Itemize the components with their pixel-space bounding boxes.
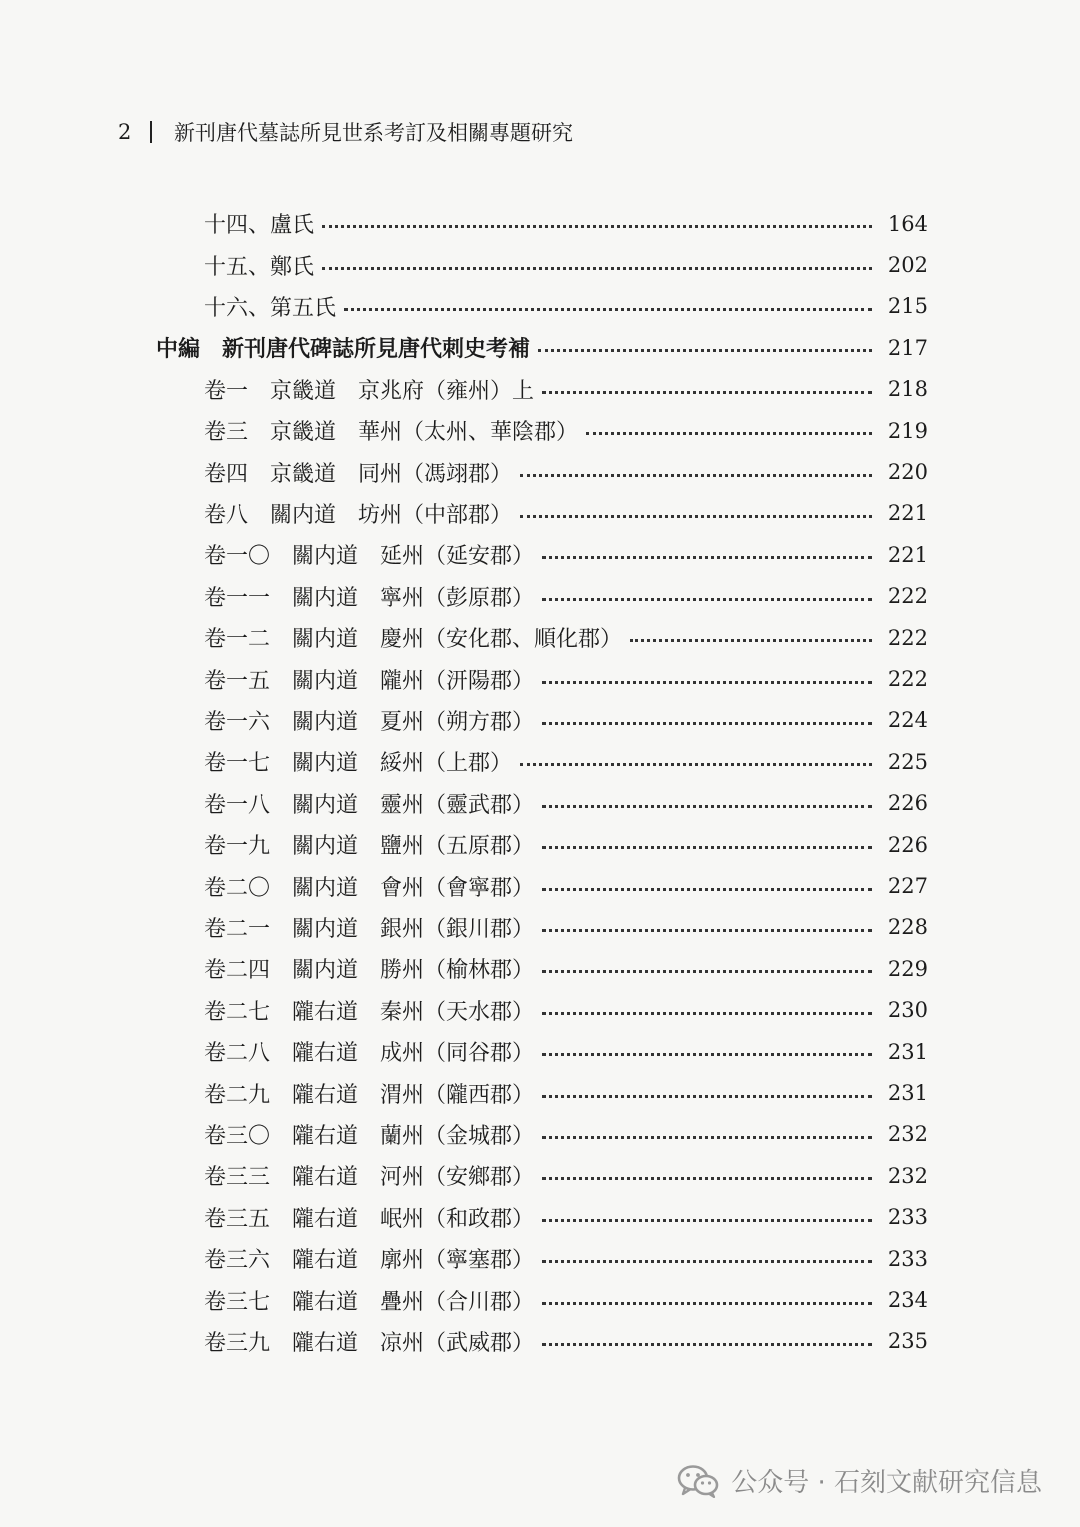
dot-leader — [520, 515, 872, 518]
toc-entry-page: 225 — [887, 749, 928, 774]
toc-entry — [0, 1031, 928, 1072]
dot-leader — [542, 1343, 872, 1346]
toc-entry-label: 卷二〇 關内道 會州（會寧郡） — [204, 875, 535, 901]
toc-entry-page: 224 — [887, 708, 928, 733]
dot-leader — [542, 970, 872, 973]
toc-entry-label: 卷二九 隴右道 渭州（隴西郡） — [204, 1082, 535, 1108]
dot-leader — [542, 1177, 872, 1180]
page-number: 2 — [118, 120, 132, 144]
toc-entry — [0, 1114, 928, 1155]
toc-entry — [0, 369, 928, 410]
toc-entry-page: 164 — [887, 211, 928, 236]
watermark — [677, 1462, 1042, 1499]
toc-entry — [0, 451, 928, 492]
dot-leader — [542, 1260, 872, 1263]
toc-entry-label: 卷一〇 關内道 延州（延安郡） — [204, 544, 535, 570]
toc-entry-page: 232 — [887, 1122, 928, 1147]
toc-entry-page: 233 — [887, 1205, 928, 1230]
toc-entry — [0, 865, 928, 906]
toc-entry-label: 卷三六 隴右道 廓州（寧塞郡） — [204, 1248, 535, 1274]
toc-entry-label: 卷八 關内道 坊州（中部郡） — [204, 502, 513, 528]
toc-entry — [0, 576, 928, 617]
toc-entry-page: 232 — [887, 1163, 928, 1188]
toc-entry-label: 十五、鄭氏 — [204, 254, 315, 280]
toc-entry-page: 222 — [887, 667, 928, 692]
toc-entry — [0, 1279, 928, 1320]
toc-entry-label: 卷一五 關内道 隴州（汧陽郡） — [204, 668, 535, 694]
toc-entry-page: 229 — [887, 956, 928, 981]
toc-entry — [0, 244, 928, 285]
running-header — [118, 116, 573, 148]
toc-entry-page: 235 — [887, 1329, 928, 1354]
toc-entry-page: 234 — [887, 1288, 928, 1313]
dot-leader — [542, 1219, 872, 1222]
dot-leader — [542, 598, 872, 601]
dot-leader — [538, 349, 872, 352]
watermark-text: 公众号 · 石刻文献研究信息 — [731, 1468, 1042, 1498]
toc-entry — [0, 907, 928, 948]
toc-entry-label: 卷二八 隴右道 成州（同谷郡） — [204, 1041, 535, 1067]
toc-entry — [0, 617, 928, 658]
toc-entry-label: 卷三 京畿道 華州（太州、華陰郡） — [204, 420, 579, 446]
toc-entry-label: 卷一六 關内道 夏州（朔方郡） — [204, 709, 535, 735]
toc-entry-page: 228 — [887, 915, 928, 940]
toc-entry — [0, 783, 928, 824]
toc-entry-page: 220 — [887, 460, 928, 485]
dot-leader — [542, 1095, 872, 1098]
toc-entry — [0, 534, 928, 575]
toc-entry-label: 卷三五 隴右道 岷州（和政郡） — [204, 1206, 535, 1232]
toc-entry — [0, 1197, 928, 1238]
toc-entry — [0, 700, 928, 741]
toc-entry-page: 217 — [887, 335, 928, 360]
book-title: 新刊唐代墓誌所見世系考訂及相關專題研究 — [174, 121, 573, 145]
toc-entry — [0, 1321, 928, 1362]
toc-entry-label: 卷二七 隴右道 秦州（天水郡） — [204, 999, 535, 1025]
toc-entry-page: 226 — [887, 791, 928, 816]
dot-leader — [542, 1136, 872, 1139]
dot-leader — [542, 929, 872, 932]
dot-leader — [520, 474, 872, 477]
toc-entry-page: 202 — [887, 253, 928, 278]
toc-entry-label: 卷一九 關内道 鹽州（五原郡） — [204, 834, 535, 860]
toc-entry-page: 231 — [887, 1039, 928, 1064]
dot-leader — [630, 639, 872, 642]
toc-entry-page: 221 — [887, 501, 928, 526]
dot-leader — [344, 308, 872, 311]
dot-leader — [542, 1053, 872, 1056]
toc-entry-label: 卷三三 隴右道 河州（安鄉郡） — [204, 1165, 535, 1191]
toc-entry — [0, 741, 928, 782]
dot-leader — [542, 1012, 872, 1015]
toc-entry-label: 十四、盧氏 — [204, 213, 315, 239]
toc-entry-label: 卷一二 關内道 慶州（安化郡、順化郡） — [204, 627, 623, 653]
toc-entry-label: 卷三九 隴右道 凉州（武威郡） — [204, 1330, 535, 1356]
toc-entry — [0, 203, 928, 244]
toc-entry — [0, 410, 928, 451]
toc-entry-label: 卷四 京畿道 同州（馮翊郡） — [204, 461, 513, 487]
toc-entry-label: 中編 新刊唐代碑誌所見唐代刺史考補 — [156, 337, 531, 363]
toc-entry-page: 218 — [887, 377, 928, 402]
toc-entry-page: 231 — [887, 1081, 928, 1106]
dot-leader — [322, 267, 872, 270]
toc-entry-label: 卷一一 關内道 寧州（彭原郡） — [204, 585, 535, 611]
toc-entry-label: 卷一七 關内道 綏州（上郡） — [204, 751, 513, 777]
toc-entry-page: 222 — [887, 584, 928, 609]
toc-part-heading — [0, 327, 928, 368]
toc-entry-label: 卷一八 關内道 靈州（靈武郡） — [204, 792, 535, 818]
dot-leader — [542, 888, 872, 891]
toc-entry-page: 233 — [887, 1246, 928, 1271]
dot-leader — [322, 225, 872, 228]
toc-entry-page: 230 — [887, 998, 928, 1023]
toc-entry-label: 卷三〇 隴右道 蘭州（金城郡） — [204, 1123, 535, 1149]
dot-leader — [542, 805, 872, 808]
toc-entry-label: 卷三七 隴右道 疊州（合川郡） — [204, 1289, 535, 1315]
toc-entry-page: 219 — [887, 418, 928, 443]
toc-entry — [0, 1238, 928, 1279]
toc-entry — [0, 1155, 928, 1196]
wechat-icon — [677, 1464, 719, 1498]
toc-entry-label: 十六、第五氏 — [204, 295, 337, 321]
toc-entry — [0, 658, 928, 699]
toc-entry-page: 227 — [887, 874, 928, 899]
dot-leader — [542, 722, 872, 725]
toc-entry-page: 222 — [887, 625, 928, 650]
toc-entry-page: 221 — [887, 542, 928, 567]
dot-leader — [586, 432, 872, 435]
toc-entry — [0, 286, 928, 327]
dot-leader — [542, 846, 872, 849]
toc-entry — [0, 1072, 928, 1113]
dot-leader — [542, 1302, 872, 1305]
toc-entry — [0, 493, 928, 534]
dot-leader — [542, 556, 872, 559]
toc-entry-label: 卷一 京畿道 京兆府（雍州）上 — [204, 378, 535, 404]
dot-leader — [542, 681, 872, 684]
dot-leader — [520, 763, 872, 766]
toc-entry — [0, 948, 928, 989]
dot-leader — [542, 391, 872, 394]
toc-entry-page: 226 — [887, 832, 928, 857]
header-divider — [150, 121, 152, 143]
toc-entry — [0, 824, 928, 865]
toc-entry-label: 卷二一 關内道 銀州（銀川郡） — [204, 916, 535, 942]
toc-entry-page: 215 — [887, 294, 928, 319]
toc-entry — [0, 990, 928, 1031]
toc-entry-label: 卷二四 關内道 勝州（榆林郡） — [204, 958, 535, 984]
